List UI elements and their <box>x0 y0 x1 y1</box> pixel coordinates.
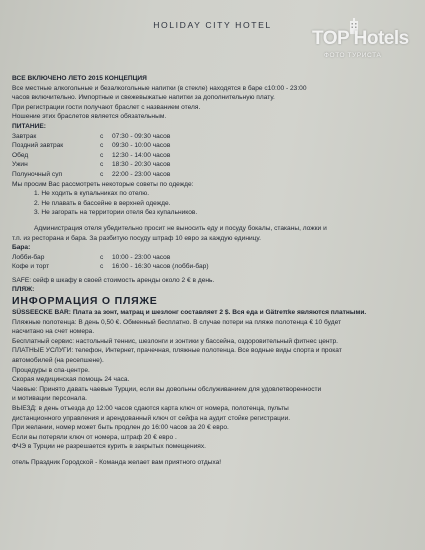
beach-line: ВЫЕЗД: в день отъезда до 12:00 часов сдаются карта ключ от номера, полотенца, пульты <box>12 405 289 412</box>
closing-line: отель Праздник Городской - Команда желает вам приятного отдыха! <box>12 458 222 466</box>
hotel-name: HOLIDAY CITY HOTEL <box>153 20 272 30</box>
meal-row <box>12 170 414 180</box>
beach-line: Чаевые: Принято давать чаевые Турции, если вы довольны обслуживанием для удовлетворенности <box>12 385 322 393</box>
bar-row <box>12 262 414 272</box>
bar-prefix: с <box>100 253 104 261</box>
bar-label: Лобби-бар <box>12 253 45 261</box>
intro-line: Все местные алкогольные и безалкогольные напитки (в стекле) находятся в баре с10:00 - 23:00 <box>12 84 307 92</box>
admin-line: Администрация отеля убедительно просит не выносить еду и посуду бокалы, стаканы, ложки и <box>34 224 327 232</box>
intro-title: ВСЕ ВКЛЮЧЕНО ЛЕТО 2015 КОНЦЕПЦИЯ <box>12 75 147 82</box>
watermark-subtitle: ФОТО ТУРИСТА <box>324 52 382 59</box>
meal-label: Завтрак <box>12 132 37 140</box>
dress-tip: 2. Не плавать в бассейне в верхней одежде. <box>34 199 171 207</box>
meal-time: 22:00 - 23:00 часов <box>112 170 171 178</box>
dress-intro: Мы просим Вас рассмотреть некоторые советы по одежде: <box>12 180 194 188</box>
bar-time: 16:00 - 16:30 часов (лобби-бар) <box>112 263 209 271</box>
meal-prefix: с <box>100 142 104 150</box>
beach-line: Бесплатный сервис: настольный теннис, шезлонги и зонтики у бассейна, оздоровительный фитнес центр. <box>12 337 339 345</box>
dress-tip: 1. Не ходить в купальниках по отелю. <box>34 190 150 198</box>
meal-prefix: с <box>100 132 104 140</box>
watermark-brand: TOP Hotels <box>312 28 409 49</box>
intro-line: часов включительно. Импортные и свежевыжатые напитки за дополнительную плату. <box>12 94 275 102</box>
meal-label: Поздний завтрак <box>12 142 64 150</box>
beach-bar-info: SÜSSEECKE BAR: Плата за зонт, матрац и шезлонг составляет 2 $. Вся еда и Gätreπke являются платными. <box>12 309 367 317</box>
meal-label: Полуночный суп <box>12 170 63 178</box>
beach-title: ИНФОРМАЦИЯ О ПЛЯЖЕ <box>12 295 158 308</box>
bar-row <box>12 253 414 263</box>
safe-info: SAFE: сейф в шкафу в своей стоимость аренды около 2 € в день. <box>12 276 215 284</box>
intro-line: При регистрации гости получают браслет с названием отеля. <box>12 103 201 111</box>
beach-line: При желании, номер может быть продлен до 16:00 часов за 20 € евро. <box>12 424 229 432</box>
beach-line: ФЧЭ в Турции не разрешается курить в закрытых помещениях. <box>12 443 207 451</box>
beach-line: дистанционного управления и арендованный ключ от сейфа на аудит стойке регистрации. <box>12 414 291 422</box>
bars-title: Бара: <box>12 244 31 252</box>
intro-line: Ношение этих браслетов является обязательным. <box>12 113 167 121</box>
meal-prefix: с <box>100 170 104 178</box>
meal-row <box>12 141 414 151</box>
beach-line: и мотивации персонала. <box>12 395 87 403</box>
meal-row <box>12 160 414 170</box>
beach-line: автомобилей (на ресепшене). <box>12 357 104 365</box>
admin-line: т.п. из ресторана и бара. За разбитую посуду штраф 10 евро за каждую единицу. <box>12 234 261 242</box>
beach-line: ПЛАТНЫЕ УСЛУГИ: телефон, Интернет, прачечная, пляжные полотенца. Все водные виды спорта и прокат <box>12 347 342 355</box>
bar-prefix: с <box>100 263 104 271</box>
beach-line: Скорая медицинская помощь 24 часа. <box>12 376 130 384</box>
document-body <box>12 74 414 468</box>
meal-label: Ужин <box>12 161 28 169</box>
bar-time: 10:00 - 23:00 часов <box>112 253 171 261</box>
meal-time: 12:30 - 14:00 часов <box>112 151 171 159</box>
meal-row <box>12 132 414 142</box>
meal-prefix: с <box>100 151 104 159</box>
meal-prefix: с <box>100 161 104 169</box>
beach-line: Если вы потеряли ключ от номера, штраф 20 € евро . <box>12 433 177 441</box>
dress-tip: 3. Не загорать на территории отеля без купальников. <box>34 209 198 217</box>
meals-title: ПИТАНИЕ: <box>12 122 46 130</box>
watermark <box>312 28 420 80</box>
meal-time: 09:30 - 10:00 часов <box>112 142 171 150</box>
beach-line: Пляжные полотенца: В день 0,50 €. Обменный бесплатно. В случае потери на пляже полотенца € 10 будет <box>12 318 342 326</box>
meal-time: 18:30 - 20:30 часов <box>112 161 171 169</box>
bar-label: Кофе и торт <box>12 263 50 271</box>
meal-label: Обед <box>12 151 29 159</box>
beach-label: ПЛЯЖ: <box>12 286 35 294</box>
beach-line: Процедуры в спа-центре. <box>12 366 90 374</box>
meal-time: 07:30 - 09:30 часов <box>112 132 171 140</box>
beach-line: насчитано на счет номера. <box>12 328 95 336</box>
meal-row <box>12 151 414 161</box>
